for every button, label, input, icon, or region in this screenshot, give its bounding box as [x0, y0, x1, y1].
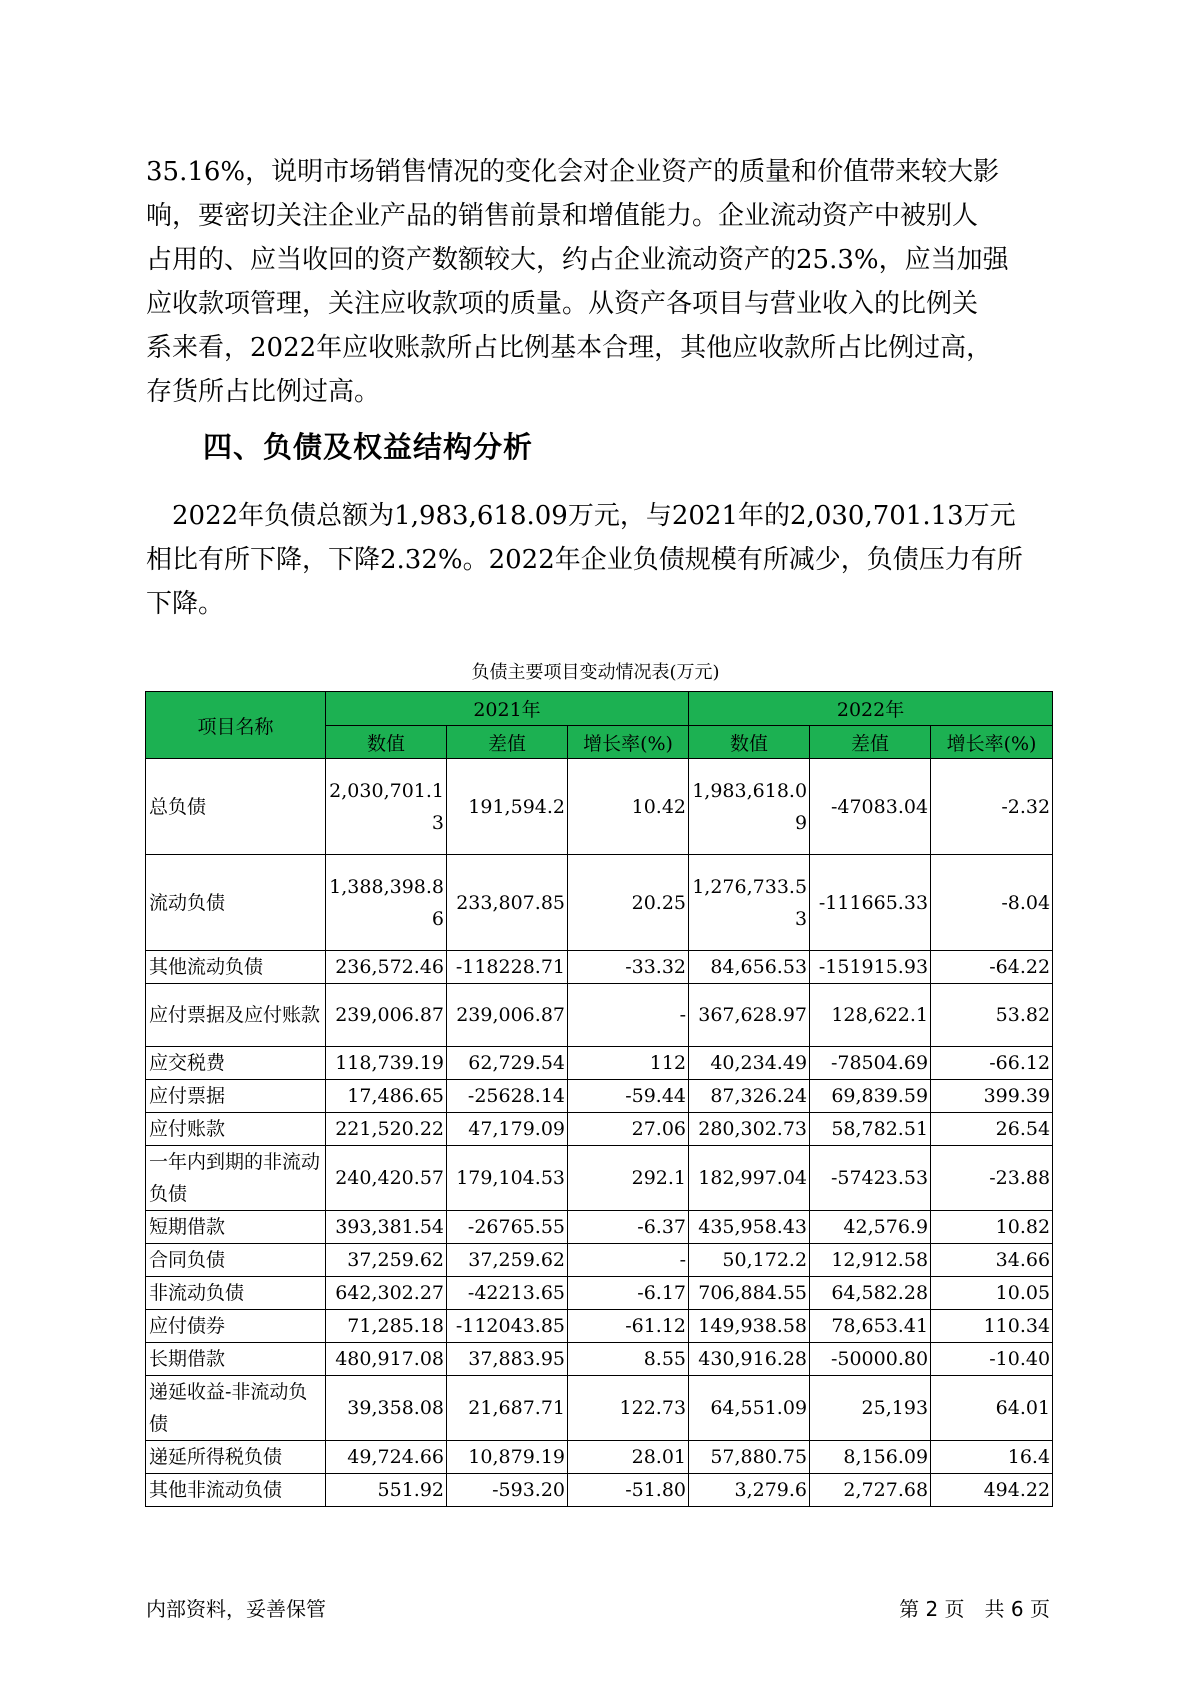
table-cell: 62,729.54	[447, 1047, 568, 1080]
table-cell: 69,839.59	[810, 1080, 931, 1113]
table-row	[146, 1474, 1053, 1507]
table-cell: 57,880.75	[689, 1441, 810, 1474]
table-cell: 64,551.09	[689, 1376, 810, 1441]
subheader-growth-rate: 增长率(%)	[931, 726, 1053, 759]
table-cell: 2,030,701.13	[326, 759, 447, 855]
table-cell: -2.32	[931, 759, 1053, 855]
footer-page-number: 第 2 页 共 6 页	[899, 1597, 1050, 1621]
table-cell: 78,653.41	[810, 1310, 931, 1343]
table-cell: 27.06	[568, 1113, 689, 1146]
table-cell: 12,912.58	[810, 1244, 931, 1277]
row-item-name: 递延收益-非流动负债	[146, 1376, 326, 1441]
section-heading: 四、负债及权益结构分析	[203, 430, 534, 464]
text-line: 35.16%，说明市场销售情况的变化会对企业资产的质量和价值带来较大影	[146, 157, 1000, 187]
text-line: 2022年负债总额为1,983,618.09万元，与2021年的2,030,701.13万元	[146, 501, 1016, 531]
table-cell: -42213.65	[447, 1277, 568, 1310]
table-cell: 551.92	[326, 1474, 447, 1507]
table-cell: 494.22	[931, 1474, 1053, 1507]
table-cell: 1,276,733.53	[689, 855, 810, 951]
table-cell: 10.82	[931, 1211, 1053, 1244]
row-item-name: 其他流动负债	[146, 951, 326, 984]
subheader-value: 数值	[689, 726, 810, 759]
row-item-name: 合同负债	[146, 1244, 326, 1277]
table-cell: -118228.71	[447, 951, 568, 984]
text-line: 系来看，2022年应收账款所占比例基本合理，其他应收款所占比例过高，	[146, 333, 993, 363]
table-cell: -64.22	[931, 951, 1053, 984]
table-cell: 84,656.53	[689, 951, 810, 984]
table-cell: 53.82	[931, 984, 1053, 1047]
table-cell: 21,687.71	[447, 1376, 568, 1441]
row-item-name: 短期借款	[146, 1211, 326, 1244]
row-item-name: 非流动负债	[146, 1277, 326, 1310]
table-cell: 28.01	[568, 1441, 689, 1474]
table-cell: 71,285.18	[326, 1310, 447, 1343]
table-cell: 16.4	[931, 1441, 1053, 1474]
table-cell: 37,259.62	[326, 1244, 447, 1277]
header-year-2022: 2022年	[689, 692, 1053, 726]
table-row	[146, 1376, 1053, 1441]
table-cell: 480,917.08	[326, 1343, 447, 1376]
row-item-name: 长期借款	[146, 1343, 326, 1376]
subheader-value: 数值	[326, 726, 447, 759]
table-cell: 50,172.2	[689, 1244, 810, 1277]
table-cell: 430,916.28	[689, 1343, 810, 1376]
table-row	[146, 1277, 1053, 1310]
table-cell: -26765.55	[447, 1211, 568, 1244]
table-cell: 37,883.95	[447, 1343, 568, 1376]
table-cell: -	[568, 1244, 689, 1277]
table-cell: 8.55	[568, 1343, 689, 1376]
table-cell: 47,179.09	[447, 1113, 568, 1146]
row-item-name: 应付账款	[146, 1113, 326, 1146]
row-item-name: 流动负债	[146, 855, 326, 951]
table-cell: 239,006.87	[447, 984, 568, 1047]
footer-confidential-note: 内部资料，妥善保管	[146, 1597, 326, 1621]
paragraph-liability-summary	[146, 494, 1046, 626]
table-cell: 122.73	[568, 1376, 689, 1441]
table-cell: 233,807.85	[447, 855, 568, 951]
liability-table	[145, 691, 1053, 1507]
text-line: 下降。	[146, 589, 225, 619]
table-cell: 706,884.55	[689, 1277, 810, 1310]
table-row	[146, 951, 1053, 984]
table-row	[146, 1080, 1053, 1113]
table-cell: 128,622.1	[810, 984, 931, 1047]
row-item-name: 总负债	[146, 759, 326, 855]
table-cell: 292.1	[568, 1146, 689, 1211]
table-cell: 240,420.57	[326, 1146, 447, 1211]
table-cell: -50000.80	[810, 1343, 931, 1376]
table-cell: -6.37	[568, 1211, 689, 1244]
table-row	[146, 1113, 1053, 1146]
table-cell: -6.17	[568, 1277, 689, 1310]
table-cell: 34.66	[931, 1244, 1053, 1277]
table-row	[146, 1310, 1053, 1343]
text-line: 应收款项管理，关注应收款项的质量。从资产各项目与营业收入的比例关	[146, 289, 979, 319]
table-cell: 3,279.6	[689, 1474, 810, 1507]
table-cell: 435,958.43	[689, 1211, 810, 1244]
table-cell: 191,594.2	[447, 759, 568, 855]
table-cell: 118,739.19	[326, 1047, 447, 1080]
table-cell: 179,104.53	[447, 1146, 568, 1211]
table-cell: -25628.14	[447, 1080, 568, 1113]
table-cell: -61.12	[568, 1310, 689, 1343]
table-cell: -151915.93	[810, 951, 931, 984]
table-cell: 58,782.51	[810, 1113, 931, 1146]
table-cell: -23.88	[931, 1146, 1053, 1211]
table-cell: -112043.85	[447, 1310, 568, 1343]
text-line: 相比有所下降，下降2.32%。2022年企业负债规模有所减少，负债压力有所	[146, 545, 1023, 575]
row-item-name: 其他非流动负债	[146, 1474, 326, 1507]
table-cell: 42,576.9	[810, 1211, 931, 1244]
table-cell: -111665.33	[810, 855, 931, 951]
table-cell: 239,006.87	[326, 984, 447, 1047]
row-item-name: 应付票据	[146, 1080, 326, 1113]
table-cell: 10,879.19	[447, 1441, 568, 1474]
table-cell: 112	[568, 1047, 689, 1080]
table-cell: 25,193	[810, 1376, 931, 1441]
row-item-name: 应付债券	[146, 1310, 326, 1343]
subheader-difference: 差值	[810, 726, 931, 759]
table-cell: 149,938.58	[689, 1310, 810, 1343]
table-row	[146, 1146, 1053, 1211]
table-cell: 87,326.24	[689, 1080, 810, 1113]
table-cell: 182,997.04	[689, 1146, 810, 1211]
table-cell: 2,727.68	[810, 1474, 931, 1507]
table-row	[146, 984, 1053, 1047]
table-cell: 399.39	[931, 1080, 1053, 1113]
table-cell: -593.20	[447, 1474, 568, 1507]
row-item-name: 递延所得税负债	[146, 1441, 326, 1474]
table-cell: -47083.04	[810, 759, 931, 855]
table-cell: 49,724.66	[326, 1441, 447, 1474]
row-item-name: 应交税费	[146, 1047, 326, 1080]
header-year-2021: 2021年	[326, 692, 689, 726]
table-cell: 64.01	[931, 1376, 1053, 1441]
table-cell: 280,302.73	[689, 1113, 810, 1146]
table-row	[146, 1244, 1053, 1277]
table-row	[146, 1047, 1053, 1080]
table-cell: 642,302.27	[326, 1277, 447, 1310]
table-cell: 26.54	[931, 1113, 1053, 1146]
table-row	[146, 1211, 1053, 1244]
table-cell: -33.32	[568, 951, 689, 984]
table-cell: 17,486.65	[326, 1080, 447, 1113]
table-row	[146, 759, 1053, 855]
table-cell: 1,388,398.86	[326, 855, 447, 951]
table-cell: 20.25	[568, 855, 689, 951]
table-cell: -57423.53	[810, 1146, 931, 1211]
text-line: 响，要密切关注企业产品的销售前景和增值能力。企业流动资产中被别人	[146, 201, 979, 231]
row-item-name: 一年内到期的非流动负债	[146, 1146, 326, 1211]
table-header-row	[146, 692, 1053, 726]
table-cell: 8,156.09	[810, 1441, 931, 1474]
table-cell: 236,572.46	[326, 951, 447, 984]
table-cell: -59.44	[568, 1080, 689, 1113]
table-cell: 37,259.62	[447, 1244, 568, 1277]
text-line: 存货所占比例过高。	[146, 377, 381, 407]
header-item-name: 项目名称	[146, 692, 326, 759]
paragraph-asset-analysis	[146, 150, 1046, 414]
subheader-difference: 差值	[447, 726, 568, 759]
table-cell: 367,628.97	[689, 984, 810, 1047]
text-line: 占用的、应当收回的资产数额较大，约占企业流动资产的25.3%，应当加强	[146, 245, 1009, 275]
table-cell: -	[568, 984, 689, 1047]
table-caption: 负债主要项目变动情况表(万元)	[471, 662, 720, 683]
table-cell: 10.42	[568, 759, 689, 855]
subheader-growth-rate: 增长率(%)	[568, 726, 689, 759]
table-cell: 10.05	[931, 1277, 1053, 1310]
table-cell: 64,582.28	[810, 1277, 931, 1310]
table-cell: -78504.69	[810, 1047, 931, 1080]
table-row	[146, 855, 1053, 951]
table-cell: -51.80	[568, 1474, 689, 1507]
row-item-name: 应付票据及应付账款	[146, 984, 326, 1047]
table-cell: -66.12	[931, 1047, 1053, 1080]
table-cell: -8.04	[931, 855, 1053, 951]
table-cell: 393,381.54	[326, 1211, 447, 1244]
table-cell: 40,234.49	[689, 1047, 810, 1080]
table-cell: -10.40	[931, 1343, 1053, 1376]
table-cell: 1,983,618.09	[689, 759, 810, 855]
table-row	[146, 1441, 1053, 1474]
table-cell: 221,520.22	[326, 1113, 447, 1146]
table-cell: 39,358.08	[326, 1376, 447, 1441]
table-row	[146, 1343, 1053, 1376]
table-cell: 110.34	[931, 1310, 1053, 1343]
